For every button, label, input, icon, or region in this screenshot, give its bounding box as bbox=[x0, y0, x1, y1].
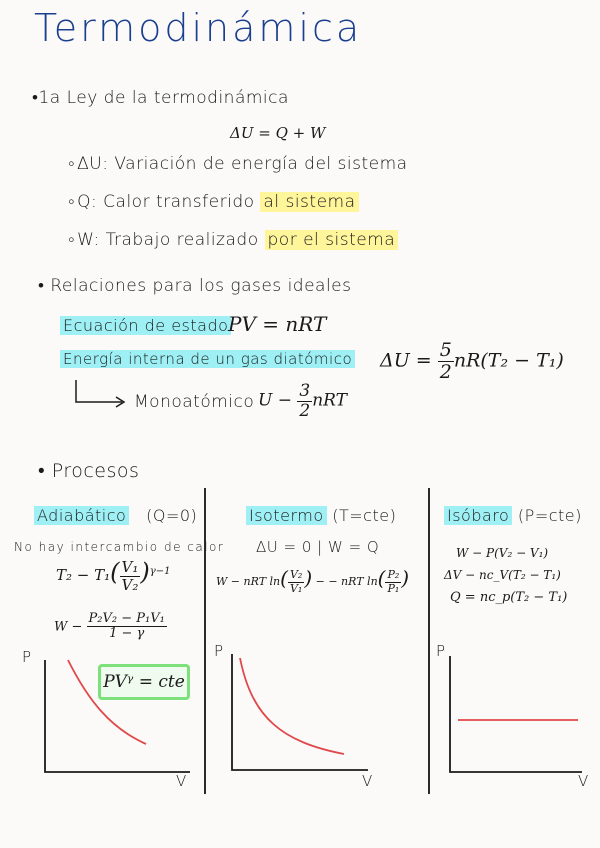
denominator: V₁ bbox=[289, 581, 303, 595]
first-law-item-w bbox=[66, 230, 398, 250]
first-law-equation: ΔU = Q + W bbox=[230, 124, 326, 142]
item-text: Trabajo realizado bbox=[105, 230, 259, 250]
axis-label-v: V bbox=[362, 772, 373, 790]
numerator: V₂ bbox=[289, 568, 303, 582]
adiabatic-graph bbox=[40, 660, 200, 780]
diatomic-equation bbox=[380, 340, 564, 383]
fraction bbox=[87, 612, 167, 642]
monoatomic-equation bbox=[258, 382, 347, 420]
denominator: V₂ bbox=[121, 575, 139, 594]
column-divider bbox=[428, 488, 430, 794]
item-prefix: ∘ΔU: bbox=[66, 154, 109, 174]
monoatomic-label: Monoatómico bbox=[134, 392, 255, 412]
numerator: P₂ bbox=[387, 568, 400, 582]
arrow-icon bbox=[72, 378, 132, 408]
item-prefix: ∘W: bbox=[66, 230, 100, 250]
adiabatic-law-box: PVᵞ = cte bbox=[98, 664, 190, 700]
isothermal-eq1: ΔU = 0 | W = Q bbox=[256, 538, 380, 556]
numerator: V₁ bbox=[121, 558, 139, 576]
state-equation-label: Ecuación de estado bbox=[60, 316, 231, 335]
eq-part-a: W − nRT ln bbox=[216, 575, 281, 588]
axis-label-v: V bbox=[578, 772, 589, 790]
adiabatic-condition: (Q=0) bbox=[146, 506, 198, 525]
fraction bbox=[288, 569, 304, 594]
item-text: Calor transferido bbox=[103, 192, 255, 212]
graph-axes bbox=[232, 654, 368, 770]
graph-axes bbox=[450, 656, 582, 772]
first-law-item-q bbox=[66, 192, 359, 212]
column-divider bbox=[204, 488, 206, 794]
axis-label-p: P bbox=[214, 642, 224, 660]
adiabatic-eq2 bbox=[54, 612, 167, 642]
adiabatic-header bbox=[34, 506, 197, 525]
eq-lhs: W − bbox=[54, 619, 83, 635]
first-law-heading: •1a Ley de la termodinámica bbox=[32, 88, 289, 108]
isothermal-graph bbox=[228, 654, 378, 774]
isobaric-eq1: W − P(V₂ − V₁) bbox=[456, 546, 549, 560]
denominator: 2 bbox=[299, 400, 311, 421]
isobaric-graph bbox=[444, 656, 594, 776]
eq-part-b: − − nRT ln bbox=[315, 575, 378, 588]
fraction bbox=[120, 559, 141, 593]
item-highlight: al sistema bbox=[260, 192, 358, 212]
item-prefix: ∘Q: bbox=[66, 192, 98, 212]
isothermal-header bbox=[246, 506, 396, 525]
axis-label-v: V bbox=[176, 772, 187, 790]
denominator: 2 bbox=[439, 360, 452, 383]
denominator: P₁ bbox=[387, 581, 400, 595]
isobaric-eq3: Q = nc_p(T₂ − T₁) bbox=[450, 590, 568, 605]
axis-label-p: P bbox=[436, 642, 446, 660]
exponent: γ−1 bbox=[149, 566, 171, 577]
isothermal-condition: (T=cte) bbox=[332, 506, 397, 525]
processes-heading: • Procesos bbox=[38, 460, 140, 482]
adiabatic-note: No hay intercambio de calor bbox=[14, 540, 225, 554]
numerator: 3 bbox=[299, 381, 311, 401]
eq-lhs: T₂ − T₁ bbox=[56, 566, 111, 584]
eq-lhs: ΔU = bbox=[380, 349, 432, 372]
fraction bbox=[438, 340, 454, 383]
isobaric-title: Isóbaro bbox=[444, 506, 512, 525]
eq-rhs: nRT bbox=[312, 390, 348, 411]
adiabat-curve bbox=[68, 660, 146, 744]
fraction bbox=[297, 382, 312, 420]
isotherm-curve bbox=[240, 658, 344, 754]
numerator: P₂V₂ − P₁V₁ bbox=[88, 611, 165, 626]
ideal-gases-heading: • Relaciones para los gases ideales bbox=[38, 276, 352, 296]
eq-lhs: U − bbox=[258, 390, 292, 411]
item-highlight: por el sistema bbox=[265, 230, 399, 250]
diatomic-label: Energía interna de un gas diatómico bbox=[60, 350, 355, 368]
eq-rhs: nR(T₂ − T₁) bbox=[453, 349, 564, 372]
state-equation: PV = nRT bbox=[228, 312, 327, 336]
adiabatic-eq1: T₂ − T₁( $\frac{\text{V₁}}{\text{V₂}}$ )$^{\gamma-1}$ bbox=[56, 558, 171, 594]
isothermal-title: Isotermo bbox=[246, 506, 327, 525]
isobaric-condition: (P=cte) bbox=[517, 506, 582, 525]
numerator: 5 bbox=[439, 339, 452, 361]
fraction bbox=[385, 569, 401, 594]
adiabatic-title: Adiabático bbox=[34, 506, 129, 525]
first-law-item-du bbox=[66, 154, 408, 174]
isobaric-header bbox=[444, 506, 582, 525]
axis-label-p: P bbox=[22, 648, 32, 666]
item-text: Variación de energía del sistema bbox=[114, 154, 408, 174]
denominator: 1 − γ bbox=[109, 626, 145, 642]
isothermal-eq2: W − nRT ln( $\frac{\text{V₂}}{\text{V₁}}$ ) − − nRT ln( $\frac{\text{P₂}}{\text{P₁}}$ ) bbox=[216, 566, 410, 595]
isobaric-eq2: ΔV − nc_V(T₂ − T₁) bbox=[444, 568, 561, 582]
page-title: Termodinámica bbox=[34, 6, 363, 50]
graph-axes bbox=[45, 660, 190, 772]
